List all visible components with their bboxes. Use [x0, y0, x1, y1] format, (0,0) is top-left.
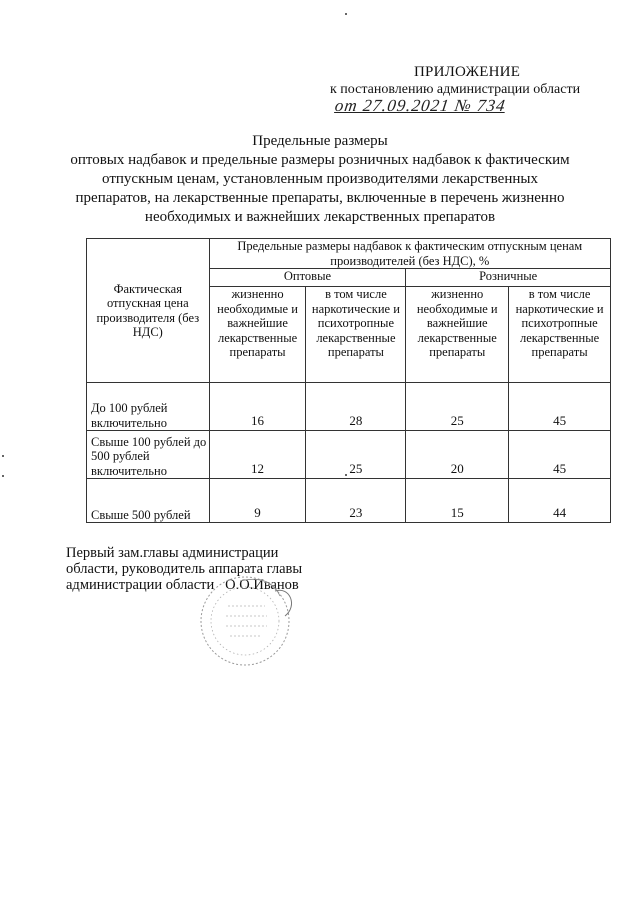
row-label: Свыше 500 рублей — [87, 479, 210, 523]
table-row — [87, 383, 611, 431]
scan-speck — [345, 13, 347, 15]
cell-value: 23 — [306, 479, 406, 523]
official-seal-stamp — [180, 576, 310, 676]
subheader-wholesale-narcotic: в том числе наркотические и психотропные лекарственные препараты — [306, 287, 406, 383]
table-row — [87, 431, 611, 479]
title-line: оптовых надбавок и предельные размеры розничных надбавок к фактическим — [70, 152, 570, 168]
document-title — [70, 132, 570, 227]
title-line: препаратов, на лекарственные препараты, включенные в перечень жизненно — [75, 190, 565, 206]
cell-value: 12 — [209, 431, 306, 479]
scan-speck — [2, 475, 4, 477]
cell-value: 44 — [509, 479, 611, 523]
cell-value: 25 — [406, 383, 509, 431]
signature-line: администрации области О.О.Иванов — [66, 577, 299, 593]
row-label: До 100 рублей включительно — [87, 383, 210, 431]
cell-value: 45 — [509, 431, 611, 479]
header-limits-group: Предельные размеры надбавок к фактическим отпускным ценам производителей (без НДС), % — [209, 239, 610, 269]
title-line: Предельные размеры — [252, 133, 388, 149]
row-label: Свыше 100 рублей до 500 рублей включительно — [87, 431, 210, 479]
cell-value: 20 — [406, 431, 509, 479]
appendix-label: ПРИЛОЖЕНИЕ — [414, 64, 521, 80]
signature-line: Первый зам.главы администрации — [66, 545, 279, 561]
title-line: необходимых и важнейших лекарственных препаратов — [144, 209, 496, 225]
header-wholesale: Оптовые — [209, 269, 406, 287]
markup-table — [86, 238, 611, 523]
cell-value: 15 — [406, 479, 509, 523]
cell-value: 9 — [209, 479, 306, 523]
table-row — [87, 479, 611, 523]
resolution-line: к постановлению администрации области — [330, 82, 581, 97]
signature-line: области, руководитель аппарата главы — [66, 561, 303, 577]
cell-value: 28 — [306, 383, 406, 431]
subheader-retail-narcotic: в том числе наркотические и психотропные лекарственные препараты — [509, 287, 611, 383]
header-price-column: Фактическая отпускная цена производителя (без НДС) — [87, 239, 210, 383]
handwritten-date-number: от 27.09.2021 № 734 — [333, 96, 507, 115]
cell-value: 45 — [509, 383, 611, 431]
cell-value: 25 — [306, 431, 406, 479]
title-line: отпускным ценам, установленным производителями лекарственных — [102, 171, 538, 187]
header-retail: Розничные — [406, 269, 611, 287]
cell-value: 16 — [209, 383, 306, 431]
scan-speck — [2, 455, 4, 457]
subheader-wholesale-vital: жизненно необходимые и важнейшие лекарственные препараты — [209, 287, 306, 383]
subheader-retail-vital: жизненно необходимые и важнейшие лекарственные препараты — [406, 287, 509, 383]
scan-speck — [345, 474, 347, 476]
